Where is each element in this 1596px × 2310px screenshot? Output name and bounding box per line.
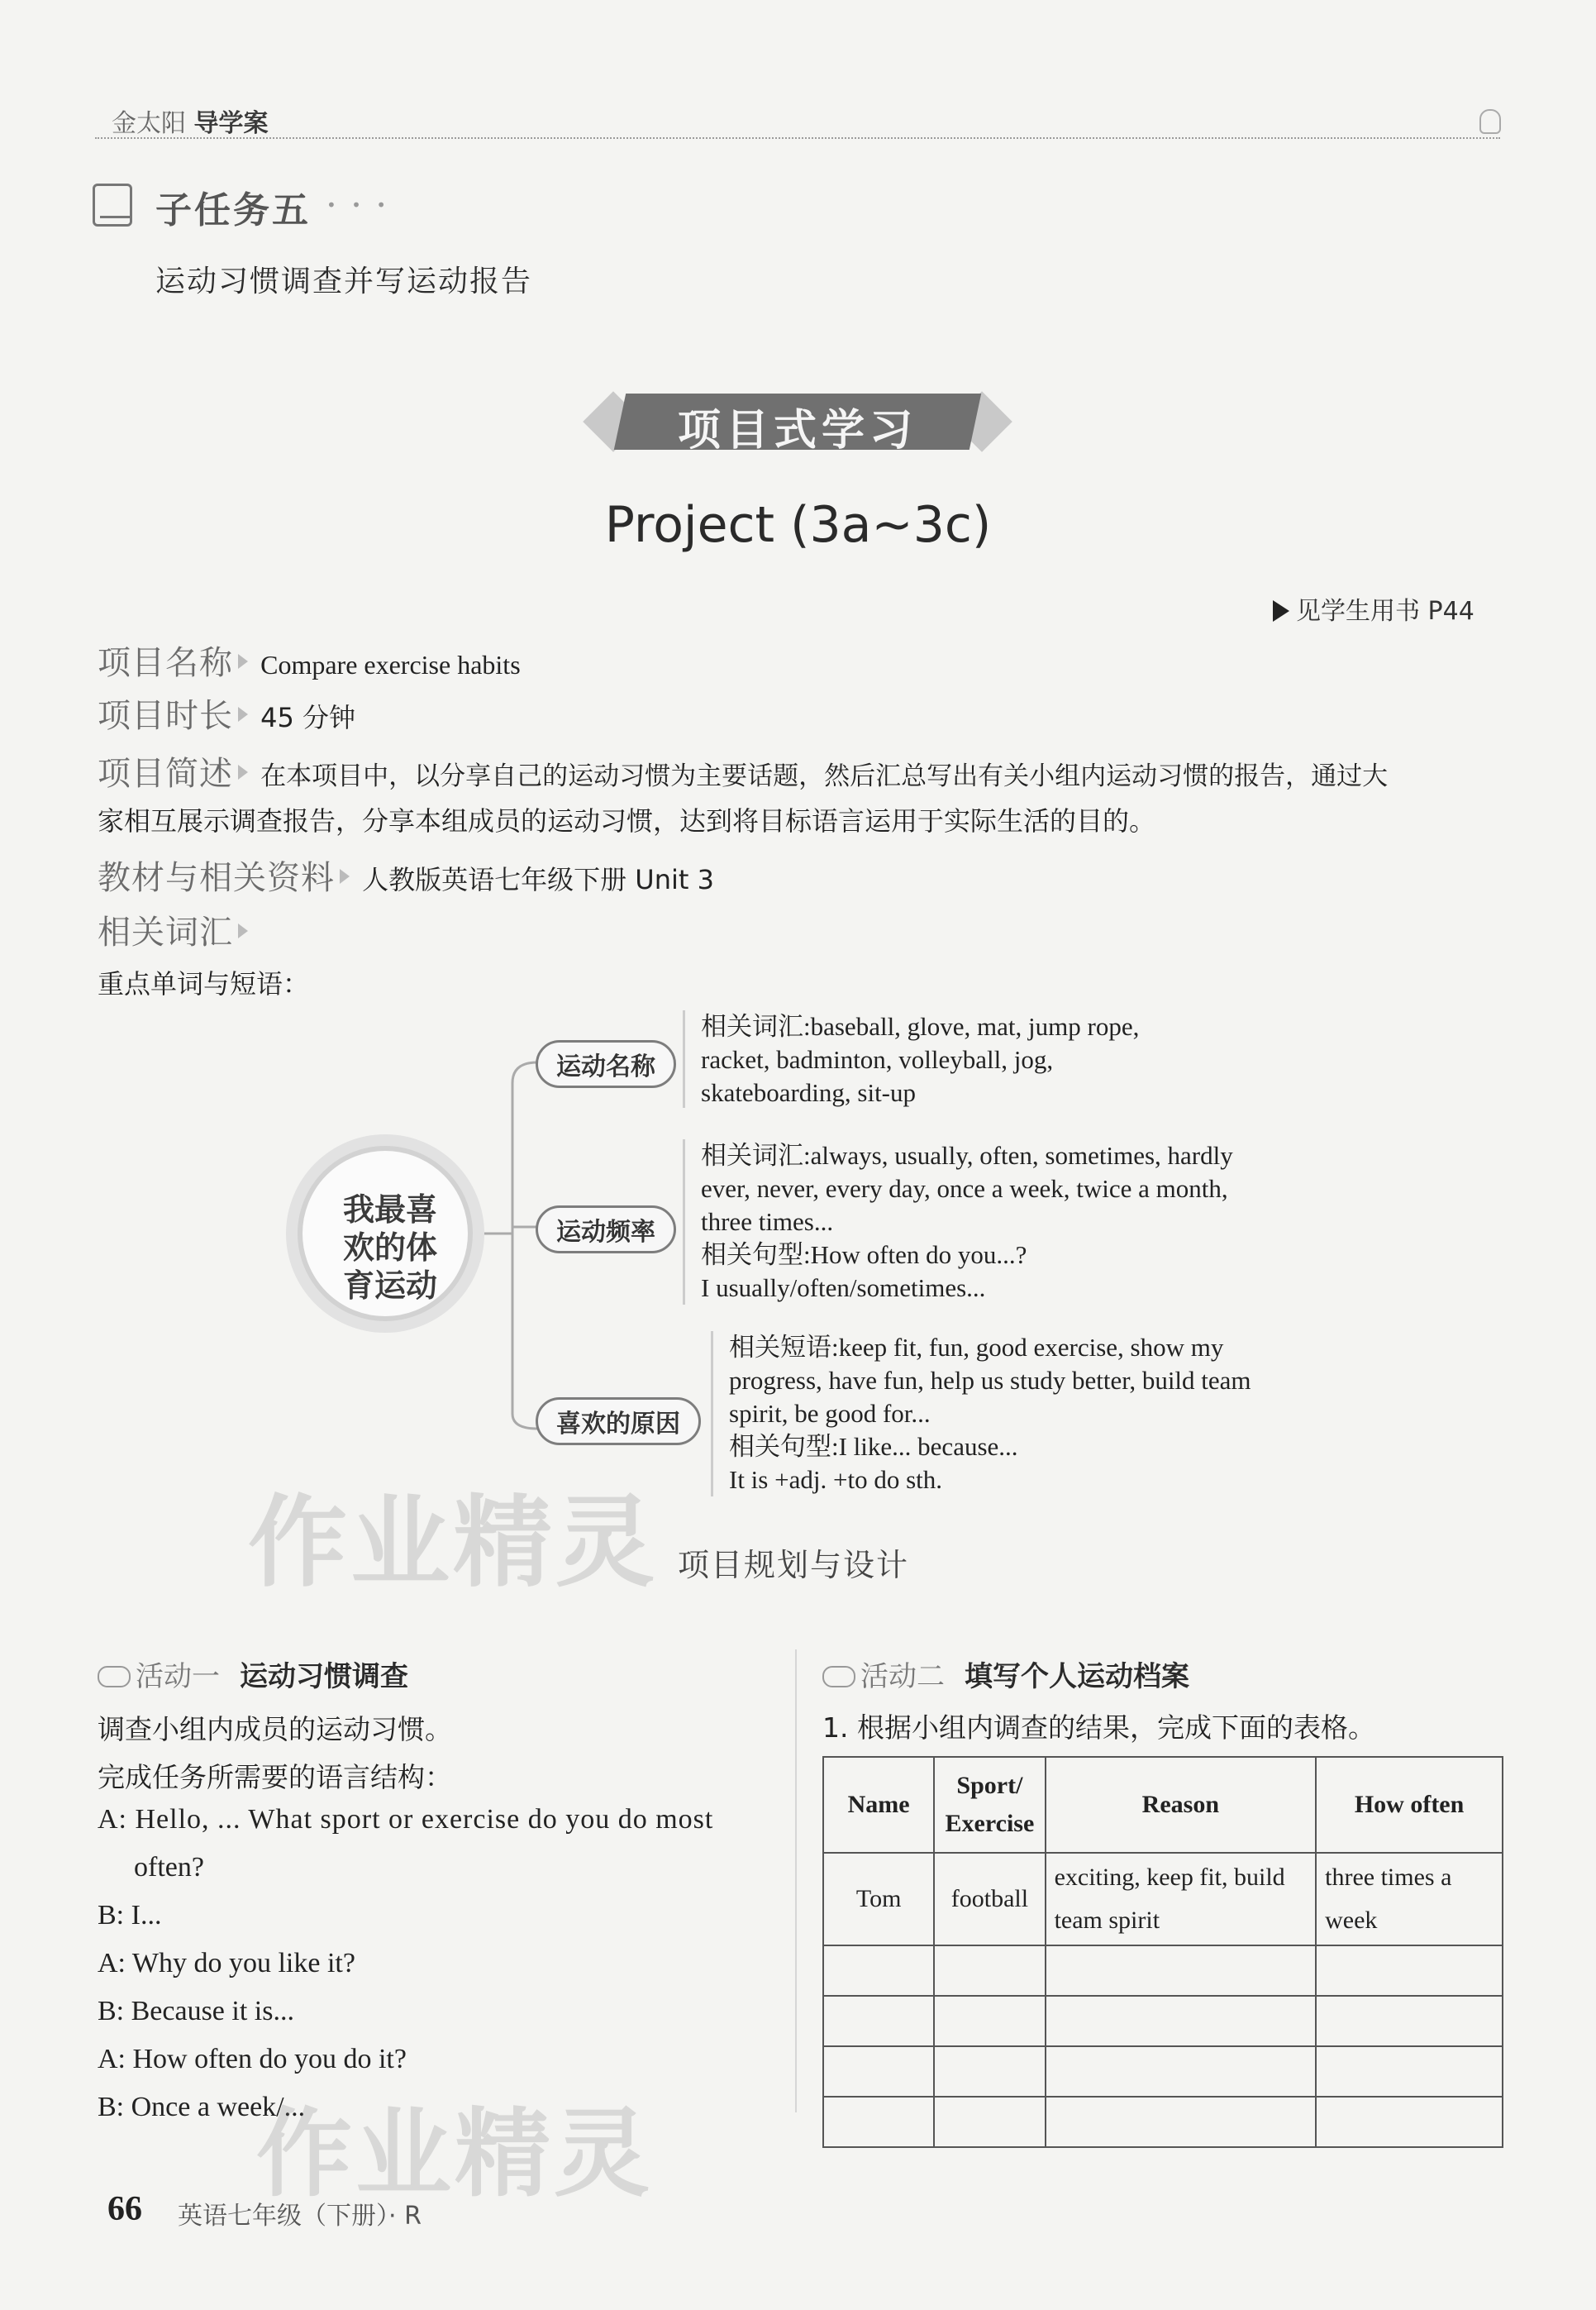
dialogue-line: B: Because it is... — [98, 1996, 294, 2026]
watermark: 作业精灵 — [248, 1486, 658, 1601]
project-duration-value: 45 分钟 — [260, 702, 355, 733]
empty-cell[interactable] — [934, 1945, 1045, 1996]
branch3-text — [729, 1331, 1251, 1496]
watermark: 作业精灵 — [256, 2098, 653, 2210]
cloud-icon — [98, 1666, 131, 1687]
mm-line: skateboarding, sit-up — [701, 1078, 917, 1107]
mm-line: spirit, be good for... — [729, 1399, 931, 1428]
key-words-title: 重点单词与短语： — [98, 968, 310, 1000]
branch1-connector — [512, 1062, 537, 1083]
activity1-header — [98, 1654, 408, 1694]
label-text: 项目简述 — [98, 755, 233, 793]
hub-line: 我最喜 — [342, 1191, 437, 1228]
cloud-icon — [822, 1666, 855, 1687]
mm-line: 相关句型:I like... because... — [729, 1432, 1018, 1461]
project-desc-line1: 在本项目中，以分享自己的运动习惯为主要话题，然后汇总写出有关小组内运动习惯的报告，通过大 — [260, 761, 1389, 791]
lightbulb-icon — [1479, 109, 1501, 134]
page-number: 66 — [107, 2190, 142, 2228]
mm-line: 相关句型:How often do you...? — [701, 1240, 1027, 1269]
material-row — [98, 852, 714, 899]
branch1-text — [701, 1010, 1139, 1110]
col-sport: Sport/ Exercise — [934, 1757, 1045, 1853]
table-row-empty — [823, 1945, 1503, 1996]
vocab-label — [98, 914, 256, 952]
activity1-line: 完成任务所需要的语言结构： — [98, 1761, 452, 1793]
empty-cell[interactable] — [1316, 2046, 1503, 2097]
project-desc-row — [98, 747, 1388, 795]
project-duration-row — [98, 690, 355, 737]
mm-line: I usually/often/sometimes... — [701, 1273, 986, 1302]
dialogue-line: B: I... — [98, 1900, 162, 1931]
empty-cell[interactable] — [934, 2097, 1045, 2147]
hub-text — [303, 1191, 478, 1305]
project-desc-line2: 家相互展示调查报告，分享本组成员的运动习惯，达到将目标语言运用于实际生活的目的。 — [98, 805, 1156, 837]
dialogue-line: often? — [134, 1852, 204, 1883]
activity1-line: 调查小组内成员的运动习惯。 — [98, 1713, 452, 1745]
mm-line: 相关词汇:always, usually, often, sometimes, hardly — [701, 1141, 1233, 1170]
cell-name: Tom — [823, 1853, 934, 1945]
column-divider — [795, 1649, 797, 2112]
mm-line: racket, badminton, volleyball, jog, — [701, 1045, 1054, 1074]
mm-line: 相关短语:keep fit, fun, good exercise, show my — [729, 1333, 1224, 1362]
dialogue-line: A: Why do you like it? — [98, 1948, 355, 1978]
branch2-bracket — [683, 1139, 685, 1305]
activity1-title: 运动习惯调查 — [240, 1660, 408, 1693]
cell-sport: football — [934, 1853, 1045, 1945]
arrow-icon — [238, 707, 248, 722]
activity2-title: 填写个人运动档案 — [965, 1660, 1189, 1693]
label-text: 项目时长 — [98, 697, 233, 735]
hub-line: 育运动 — [342, 1267, 437, 1304]
empty-cell[interactable] — [1046, 2046, 1317, 2097]
task-subtitle: 运动习惯调查并写运动报告 — [155, 265, 533, 298]
label-text: 相关词汇 — [98, 914, 233, 952]
task-title: 子任务五 — [155, 189, 311, 231]
empty-cell[interactable] — [823, 1996, 934, 2046]
empty-cell[interactable] — [1316, 2097, 1503, 2147]
mm-line: three times... — [701, 1207, 834, 1236]
empty-cell[interactable] — [1046, 2097, 1317, 2147]
header-brand — [112, 103, 269, 139]
hub-inner — [298, 1146, 473, 1321]
empty-cell[interactable] — [1046, 1996, 1317, 2046]
mm-line: 相关词汇:baseball, glove, mat, jump rope, — [701, 1012, 1140, 1041]
project-name-row — [98, 637, 521, 684]
table-row-empty — [823, 2046, 1503, 2097]
mm-line: It is +adj. +to do sth. — [729, 1465, 942, 1494]
empty-cell[interactable] — [1316, 1996, 1503, 2046]
branch2-text — [701, 1139, 1233, 1305]
table-header-row — [823, 1757, 1503, 1853]
hub-line: 欢的体 — [342, 1229, 437, 1266]
branch-frequency: 运动频率 — [536, 1205, 676, 1253]
empty-cell[interactable] — [934, 1996, 1045, 2046]
branch3-connector — [512, 1414, 537, 1429]
table-row-empty — [823, 1996, 1503, 2046]
cell-how-often: three times a week — [1316, 1853, 1503, 1945]
dialogue-line: A: Hello, ... What sport or exercise do you do most — [98, 1804, 714, 1835]
empty-cell[interactable] — [823, 2046, 934, 2097]
col-how-often: How often — [1316, 1757, 1503, 1853]
activity1-tag: 活动一 — [136, 1660, 220, 1693]
section-banner — [587, 389, 1008, 455]
empty-cell[interactable] — [934, 2046, 1045, 2097]
project-name-value: Compare exercise habits — [260, 650, 521, 680]
profile-table — [822, 1756, 1503, 2148]
cell-reason: exciting, keep fit, build team spirit — [1046, 1853, 1317, 1945]
vocab-row — [98, 906, 256, 953]
branch3-bracket — [711, 1331, 713, 1496]
arrow-icon — [238, 654, 248, 669]
table-row — [823, 1853, 1503, 1945]
mm-line: progress, have fun, help us study better, build team — [729, 1366, 1251, 1395]
label-text: 教材与相关资料 — [98, 859, 335, 897]
reference-text: 见学生用书 P44 — [1296, 597, 1475, 626]
material-value: 人教版英语七年级下册 Unit 3 — [362, 864, 714, 895]
book-icon — [93, 184, 132, 227]
branch1-bracket — [683, 1010, 685, 1108]
arrow-icon — [340, 869, 350, 884]
label-text: 项目名称 — [98, 644, 233, 682]
material-label — [98, 859, 358, 897]
arrow-icon — [238, 924, 248, 938]
col-name: Name — [823, 1757, 934, 1853]
arrow-icon — [238, 765, 248, 780]
table-row-empty — [823, 2097, 1503, 2147]
mindmap-hub — [286, 1134, 484, 1333]
project-desc-label — [98, 755, 256, 793]
play-triangle-icon — [1273, 600, 1289, 622]
dialogue-line: B: Once a week/... — [98, 2092, 306, 2122]
brand-series: 导学案 — [193, 109, 269, 138]
empty-cell[interactable] — [1316, 1945, 1503, 1996]
mm-line: ever, never, every day, once a week, twice a month, — [701, 1174, 1228, 1203]
header-rule — [95, 137, 1500, 139]
dialogue-line: A: How often do you do it? — [98, 2044, 407, 2074]
project-name-label — [98, 644, 256, 682]
plan-title: 项目规划与设计 — [678, 1547, 910, 1583]
branch-reasons: 喜欢的原因 — [536, 1397, 701, 1445]
project-title: Project (3a~3c) — [604, 496, 992, 554]
activity2-header — [822, 1654, 1189, 1694]
activity2-tag: 活动二 — [860, 1660, 945, 1693]
brand-name: 金太阳 — [112, 109, 186, 138]
project-duration-label — [98, 697, 256, 735]
branch-sport-names: 运动名称 — [536, 1040, 676, 1088]
book-title: 英语七年级（下册）· R — [178, 2202, 422, 2231]
empty-cell[interactable] — [1046, 1945, 1317, 1996]
activity2-instruction: 1. 根据小组内调查的结果，完成下面的表格。 — [822, 1711, 1375, 1744]
task-dots: • • • — [326, 195, 392, 215]
col-reason: Reason — [1046, 1757, 1317, 1853]
empty-cell[interactable] — [823, 1945, 934, 1996]
banner-text: 项目式学习 — [677, 406, 917, 456]
reference — [1273, 590, 1475, 627]
empty-cell[interactable] — [823, 2097, 934, 2147]
